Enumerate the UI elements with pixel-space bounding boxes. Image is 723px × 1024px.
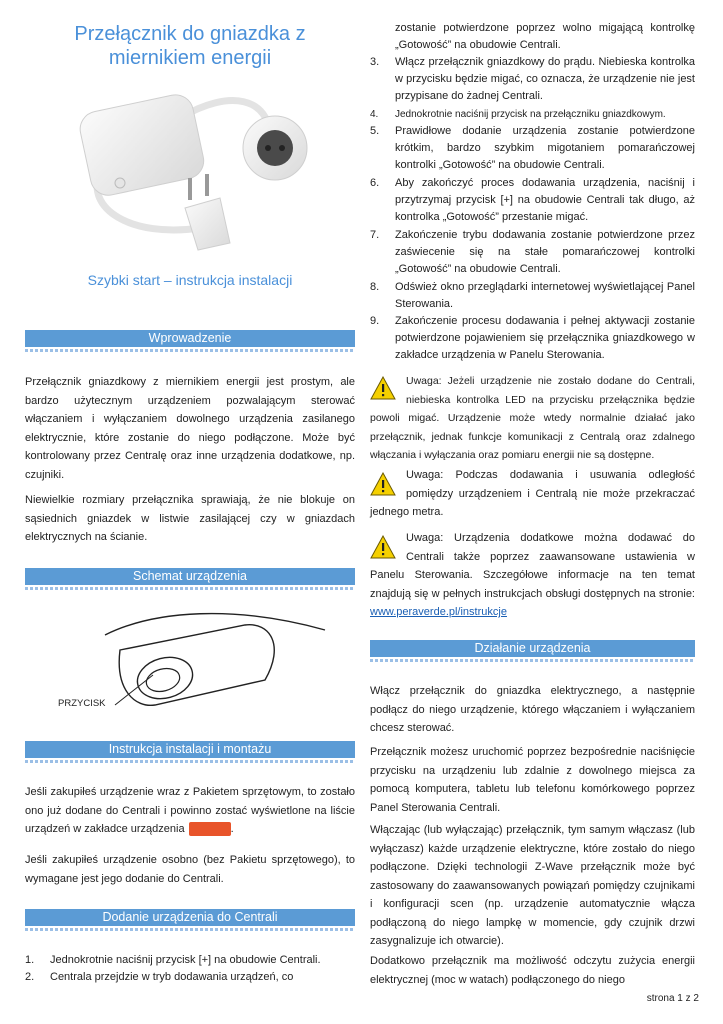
list-item	[370, 106, 695, 123]
list-item-number: 2.	[25, 971, 35, 983]
list-item	[370, 279, 695, 313]
instructions-link[interactable]: www.peraverde.pl/instrukcje	[370, 606, 507, 618]
list-item-number: 1.	[25, 954, 35, 966]
devices-tab-icon	[189, 822, 231, 836]
list-item-number: 7.	[370, 229, 380, 241]
list-item	[370, 227, 695, 279]
schema-button-label: PRZYCISK	[58, 698, 106, 709]
warning-1	[370, 372, 695, 465]
intro-paragraph-2: Niewielkie rozmiary przełącznika sprawiają, że nie blokuje on sąsiednich gniazdek w listwie zasilającej czy w gniazdach elektrycznych na ścianie.	[25, 494, 355, 543]
section-add-header: Dodanie urządzenia do Centrali	[25, 909, 355, 926]
warning-2-text: Uwaga: Podczas dodawania i usuwania odległość pomiędzy urządzeniem i Centralą nie może przekraczać jednego metra.	[370, 469, 695, 518]
list-item	[370, 313, 695, 365]
warning-2	[370, 466, 695, 522]
list-item-text: Włącz przełącznik gniazdkowy do prądu. Niebieska kontrolka w przycisku będzie migać, co oznacza, że urządzenie nie jest przypisane do żadnej Centrali.	[395, 56, 695, 102]
list-item	[25, 969, 355, 986]
list-item-number: 9.	[370, 315, 380, 327]
page-title: Przełącznik do gniazdka z miernikiem energii	[74, 23, 306, 69]
operation-paragraph-4: Dodatkowo przełącznik ma możliwość odczytu zużycia energii elektrycznej (moc w watach) podłączonego do niego	[370, 955, 695, 986]
section-intro-header: Wprowadzenie	[25, 330, 355, 347]
device-sketch	[95, 600, 335, 710]
operation-paragraph-1: Włącz przełącznik do gniazdka elektrycznego, a następnie podłącz do niego urządzenie, którego włączaniem i wyłączaniem chcesz sterować.	[370, 685, 695, 734]
install-paragraph-2: Jeśli zakupiłeś urządzenie osobno (bez Pakietu sprzętowego), to wymagane jest jego dodanie do Centrali.	[25, 854, 355, 885]
section-install-header: Instrukcja instalacji i montażu	[25, 741, 355, 758]
operation-paragraph-3: Włączając (lub wyłączając) przełącznik, tym samym włączasz (lub wyłączasz) każde urządzenie elektryczne, które zostało do niego podłączone. Dzięki technologii Z-Wave przełącznik może być zastosowany do zaawansowanych powiązań pomiędzy czujnikami i konfiguracji scen (np. urządzenie automatycznie włącza podłączoną do niego lampkę w momencie, gdy czujnik drzwi zasygnalizuje ich otwarcie).	[370, 824, 695, 947]
warning-3	[370, 529, 695, 622]
list-item-number: 5.	[370, 125, 380, 137]
section-operation-header: Działanie urządzenia	[370, 640, 695, 657]
subtitle: Szybki start – instrukcja instalacji	[87, 272, 293, 288]
install-paragraph-1	[25, 783, 355, 839]
list-item-text: Jednokrotnie naciśnij przycisk na przełączniku gniazdkowym.	[395, 109, 666, 120]
warning-3-text: Uwaga: Urządzenia dodatkowe można dodawać do Centrali także poprzez zaawansowane ustawienia w Panelu Sterowania. Szczegółowe informacje na ten temat znajdują się w pełnych instrukcjach obsługi dostępnych na stronie:	[370, 532, 695, 600]
install-text-1-end: .	[230, 823, 234, 835]
list-item-text: Prawidłowe dodanie urządzenia zostanie potwierdzone krótkim, bardzo szybkim migotaniem pomarańczowej kontrolki „Gotowość” na obudowie Centrali.	[395, 125, 695, 171]
list-item-number: 6.	[370, 177, 380, 189]
list-item-number: 8.	[370, 281, 380, 293]
install-text-1: Jeśli zakupiłeś urządzenie wraz z Pakietem sprzętowym, to zostało ono już dodane do Centrali i powinno zostać wyświetlone na liście urządzeń w zakładce urządzenia	[25, 786, 355, 835]
list-item-number: 4.	[370, 109, 379, 120]
list-item	[370, 175, 695, 227]
operation-paragraph-2: Przełącznik możesz uruchomić poprzez bezpośrednie naciśnięcie przycisku na urządzeniu lub zdalnie z dowolnego miejsca za pomocą komputera, tabletu lub telefonu komórkowego poprzez Panel Sterowania Centrali.	[370, 746, 695, 814]
step-2-continued: zostanie potwierdzone poprzez wolno migającą kontrolkę „Gotowość” na obudowie Centrali.	[395, 22, 695, 51]
list-item	[370, 54, 695, 106]
page-number: strona 1 z 2	[646, 993, 699, 1004]
warning-1-text: Uwaga: Jeżeli urządzenie nie zostało dodane do Centrali, niebieska kontrolka LED na przycisku przełącznika będzie powoli migać. Urządzenie może wtedy normalnie działać jako przełącznik, jednak funkcje komunikacji z Centralą oraz zdalnego włączania i wyłączania oraz pomiaru energii nie są dostępne.	[370, 375, 695, 461]
list-item-text: Aby zakończyć proces dodawania urządzenia, naciśnij i przytrzymaj przycisk [+] na obudowie Centrali tak długo, aż kontrolka „Gotowość” przestanie migać.	[395, 177, 695, 223]
list-item-text: Centrala przejdzie w tryb dodawania urządzeń, co	[50, 971, 294, 983]
list-item-number: 3.	[370, 56, 380, 68]
list-item	[25, 952, 355, 969]
list-item-text: Zakończenie trybu dodawania zostanie potwierdzone przez zaświecenie się na stałe pomarańczowej kontrolki „Gotowość” na obudowie Centrali.	[395, 229, 695, 275]
list-item-text: Jednokrotnie naciśnij przycisk [+] na obudowie Centrali.	[50, 954, 321, 966]
list-item	[370, 123, 695, 175]
intro-paragraph-1: Przełącznik gniazdkowy z miernikiem energii jest prostym, ale bardzo użytecznym urządzeniem pozwalającym sterować włączaniem i wyłączaniem dowolnego urządzenia zasilanego elektrycznie, które zostanie do niego podłączone. Może być kontrolowany przez Centralę oraz inne urządzenia dodatkowe, np. czujniki.	[25, 376, 355, 481]
product-photo	[70, 78, 320, 258]
list-item-text: Zakończenie procesu dodawania i pełnej aktywacji zostanie potwierdzone pojawieniem się przełącznika gniazdkowego w zakładce urządzenia w Panelu Sterowania.	[395, 315, 695, 361]
section-schema-header: Schemat urządzenia	[25, 568, 355, 585]
list-item-text: Odśwież okno przeglądarki internetowej wyświetlającej Panel Sterowania.	[395, 281, 695, 310]
